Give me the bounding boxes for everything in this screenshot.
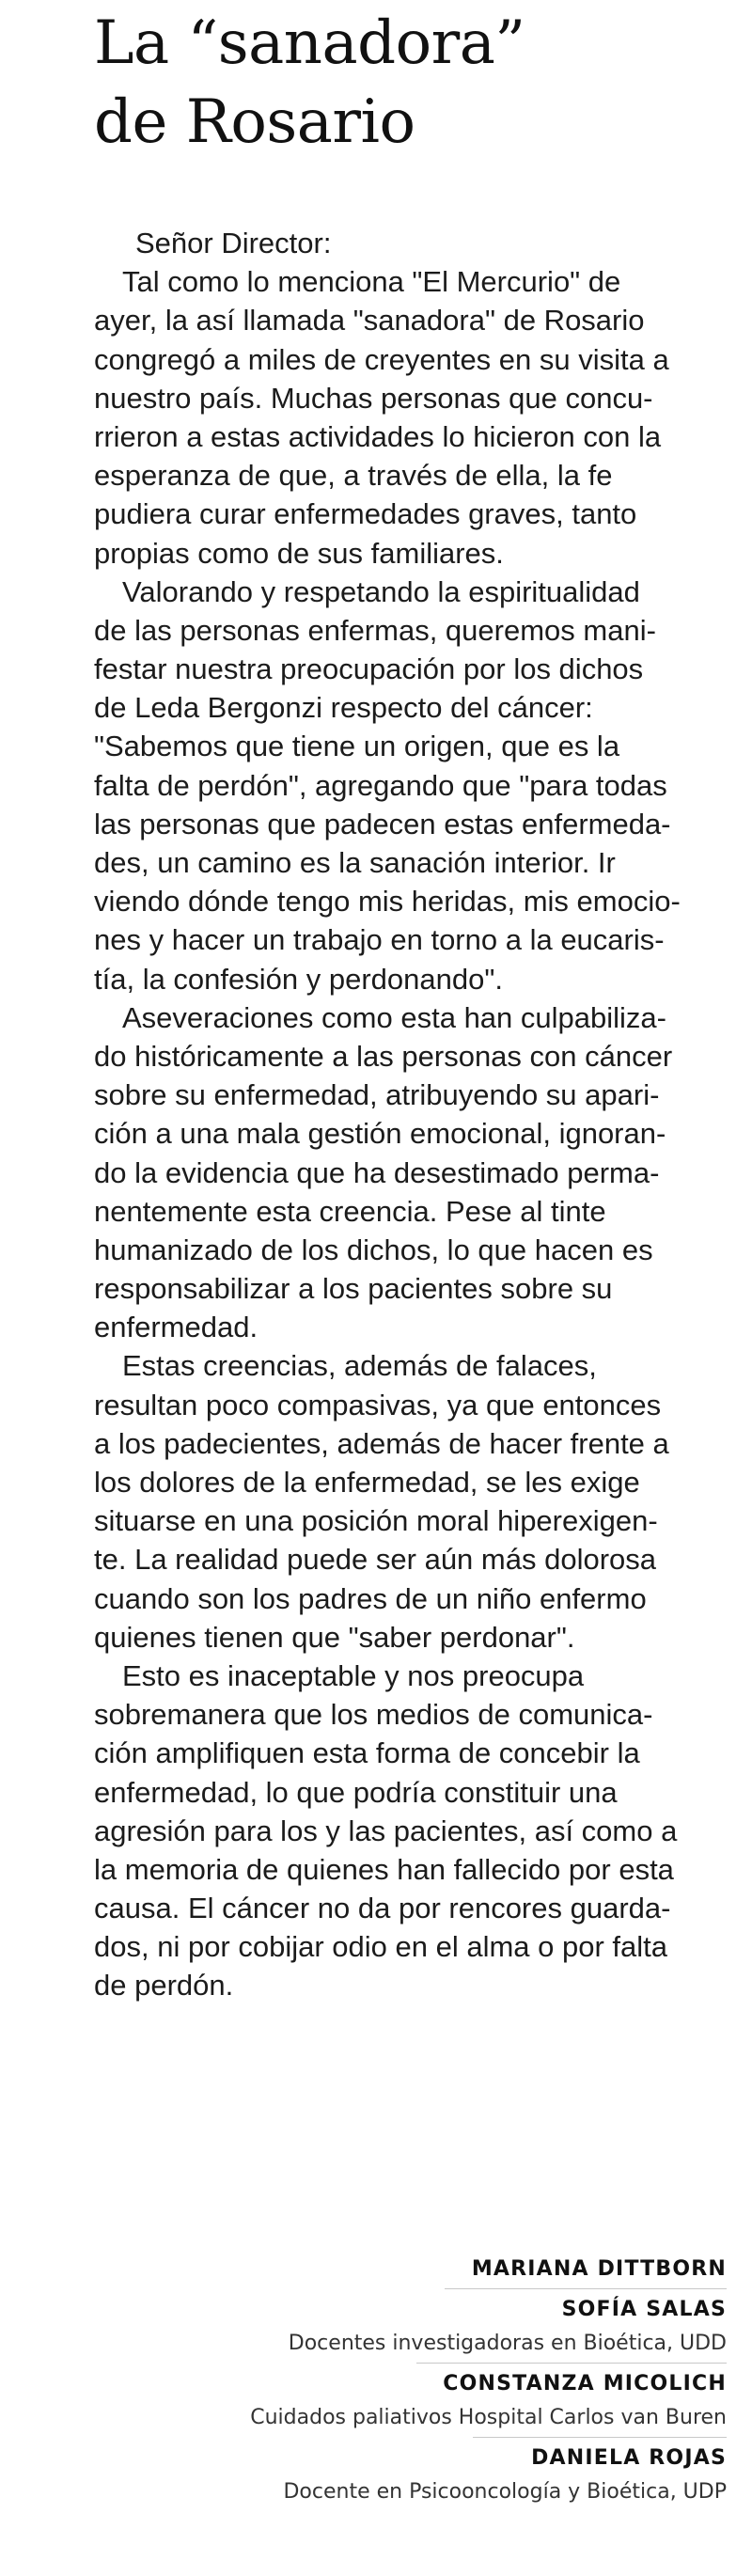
letter-body: [94, 224, 733, 2005]
signatory-name: MARIANA DITTBORN: [471, 2257, 727, 2281]
body-line: causa. El cáncer no da por rencores guarda-: [94, 1892, 671, 1925]
salutation: Señor Director:: [135, 227, 332, 259]
body-line: de Leda Bergonzi respecto del cáncer:: [94, 691, 593, 725]
body-line: sobremanera que los medios de comunica-: [94, 1698, 653, 1732]
signature-divider: [416, 2363, 727, 2364]
body-line: a los padecientes, además de hacer frente a: [94, 1426, 669, 1460]
body-line: ción a una mala gestión emocional, ignoran-: [94, 1117, 666, 1151]
body-line: pudiera curar enfermedades graves, tanto: [94, 497, 637, 531]
signature-divider: [445, 2288, 727, 2289]
body-line: las personas que padecen estas enfermeda-: [94, 807, 671, 840]
body-line: rrieron a estas actividades lo hicieron con la: [94, 419, 662, 453]
body-line: la memoria de quienes han fallecido por esta: [94, 1852, 674, 1886]
signature-block: [94, 2253, 727, 2509]
body-line: congregó a miles de creyentes en su visita a: [94, 342, 669, 376]
signatory-affiliation: Docentes investigadoras en Bioética, UDD: [288, 2332, 727, 2355]
headline-line-1: La “sanadora”: [94, 8, 525, 78]
body-line: "Sabemos que tiene un origen, que es la: [94, 730, 620, 763]
body-line: enfermedad, lo que podría constituir una: [94, 1775, 618, 1809]
body-line: nes y hacer un trabajo en torno a la eucaris-: [94, 923, 665, 957]
signatory-affiliation: Cuidados paliativos Hospital Carlos van Buren: [250, 2406, 727, 2429]
body-line: nentemente esta creencia. Pese al tinte: [94, 1194, 606, 1228]
body-line: nuestro país. Muchas personas que concu-: [94, 381, 653, 415]
body-line: de las personas enfermas, queremos mani-: [94, 613, 656, 647]
body-line: viendo dónde tengo mis heridas, mis emocio-: [94, 885, 681, 919]
body-line: do la evidencia que ha desestimado perma-: [94, 1155, 660, 1189]
body-line: des, un camino es la sanación interior. Ir: [94, 846, 616, 879]
body-line: tía, la confesión y perdonando".: [94, 962, 503, 996]
body-line: do históricamente a las personas con cáncer: [94, 1039, 673, 1073]
body-line: Valorando y respetando la espiritualidad: [122, 574, 640, 608]
body-line: sobre su enfermedad, atribuyendo su apari-: [94, 1078, 660, 1112]
signature-divider: [473, 2437, 727, 2438]
body-line: resultan poco compasivas, ya que entonces: [94, 1388, 662, 1422]
body-line: festar nuestra preocupación por los dichos: [94, 652, 644, 686]
body-line: propias como de sus familiares.: [94, 536, 504, 570]
body-line: Estas creencias, además de falaces,: [122, 1349, 597, 1383]
body-line: Esto es inaceptable y nos preocupa: [122, 1658, 585, 1692]
signatory-name: CONSTANZA MICOLICH: [443, 2372, 727, 2395]
signatory-affiliation: Docente en Psicooncología y Bioética, UDP: [283, 2480, 727, 2504]
body-line: Aseveraciones como esta han culpabiliza-: [122, 1000, 666, 1034]
body-line: agresión para los y las pacientes, así como a: [94, 1814, 678, 1847]
body-line: enfermedad.: [94, 1311, 258, 1344]
body-line: humanizado de los dichos, lo que hacen es: [94, 1233, 653, 1266]
body-line: dos, ni por cobijar odio en el alma o por falta: [94, 1930, 668, 1964]
body-line: ción amplifiquen esta forma de concebir la: [94, 1736, 640, 1770]
body-line: responsabilizar a los pacientes sobre su: [94, 1272, 613, 1306]
body-line: los dolores de la enfermedad, se les exige: [94, 1466, 640, 1499]
signatory-name: SOFÍA SALAS: [561, 2298, 727, 2321]
body-line: quienes tienen que "saber perdonar".: [94, 1620, 575, 1654]
body-line: falta de perdón", agregando que "para todas: [94, 768, 667, 802]
body-line: te. La realidad puede ser aún más dolorosa: [94, 1543, 657, 1577]
body-line: de perdón.: [94, 1969, 234, 2003]
body-line: Tal como lo menciona "El Mercurio" de: [122, 265, 621, 299]
body-line: cuando son los padres de un niño enfermo: [94, 1581, 647, 1615]
body-line: esperanza de que, a través de ella, la fe: [94, 459, 613, 493]
body-line: situarse en una posición moral hiperexigen-: [94, 1504, 658, 1538]
headline-line-2: de Rosario: [94, 87, 415, 157]
body-line: ayer, la así llamada "sanadora" de Rosario: [94, 304, 645, 338]
article-headline: [94, 4, 714, 162]
signatory-name: DANIELA ROJAS: [531, 2446, 727, 2470]
